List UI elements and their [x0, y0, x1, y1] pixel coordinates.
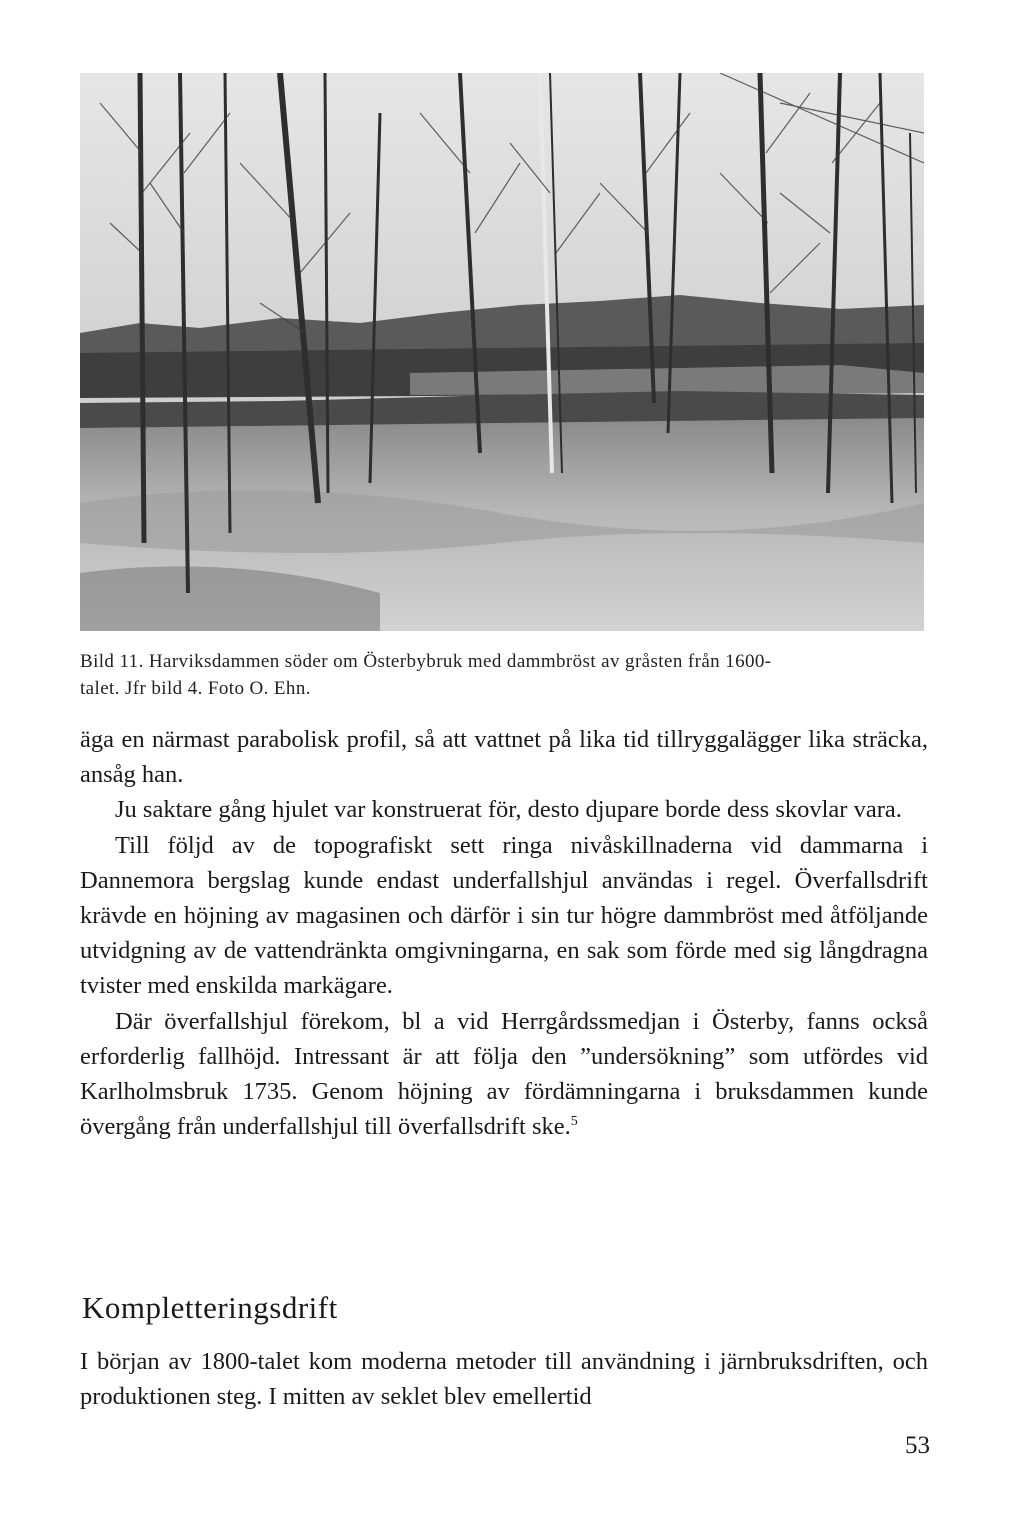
- caption-line-1: Bild 11. Harviksdammen söder om Österbybruk med dammbröst av gråsten från 1600-: [80, 651, 772, 672]
- paragraph-2: Ju saktare gång hjulet var konstruerat för, desto djupare borde dess skovlar vara.: [115, 796, 902, 824]
- body-text: [80, 722, 928, 1144]
- paragraph-3: Till följd av de topografiskt sett ringa nivåskillnaderna vid dammarna i Dannemora bergslag kunde endast underfallshjul användas i regel. Överfallsdrift krävde en höjning av magasinen och därför i sin tur högre dammbröst med åtföljande utvidgning av de vattendränkta omgivningarna, en sak som förde med sig långdragna tvister med enskilda markägare.: [80, 831, 928, 1000]
- section-heading: Kompletteringsdrift: [82, 1290, 338, 1325]
- paragraph-4: [80, 1004, 928, 1145]
- photo-caption: [80, 648, 928, 702]
- page-number: 53: [905, 1432, 930, 1459]
- section-body: [80, 1344, 928, 1414]
- photograph-harviksdammen: [80, 73, 924, 631]
- caption-line-2: talet. Jfr bild 4. Foto O. Ehn.: [80, 678, 311, 699]
- footnote-reference: 5: [570, 1114, 578, 1130]
- photo-landscape-illustration: [80, 73, 924, 631]
- paragraph-4-text: Där överfallshjul förekom, bl a vid Herrgårdssmedjan i Österby, fanns också erforderlig fallhöjd. Intressant är att följa den ”undersökning” som utfördes vid Karlholmsbruk 1735. Genom höjning av fördämningarna i bruksdammen kunde övergång från underfallshjul till överfallsdrift ske.: [80, 1007, 928, 1141]
- section-paragraph: I början av 1800-talet kom moderna metoder till användning i järnbruksdriften, och produktionen steg. I mitten av seklet blev emellertid: [80, 1348, 928, 1411]
- paragraph-1: äga en närmast parabolisk profil, så att vattnet på lika tid tillryggalägger lika sträcka, ansåg han.: [80, 726, 928, 789]
